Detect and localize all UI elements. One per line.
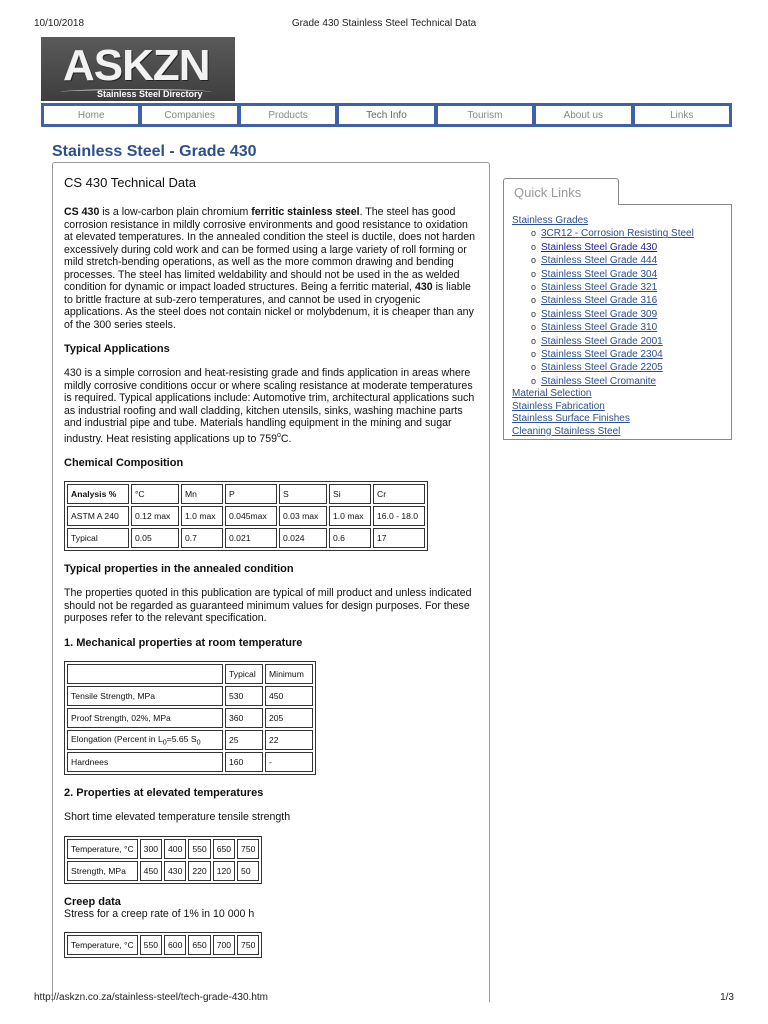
intro-text-3: is liable to brittle fracture at sub-zero temperatures, and cannot be used in cryogenic applications. As the steel does not contain nickel or molybdenum, it is cheaper than any of the 300 series steels. (64, 281, 474, 331)
table-cell: 22 (265, 730, 313, 751)
quick-links-box (503, 204, 732, 440)
nav-companies[interactable]: Companies (141, 105, 237, 125)
link-grade-309[interactable]: Stainless Steel Grade 309 (541, 308, 658, 320)
table-cell: 0.7 (181, 528, 223, 548)
table-cell: Proof Strength, 02%, MPa (67, 708, 223, 728)
table-cell: Si (329, 484, 371, 504)
link-grade-444[interactable]: Stainless Steel Grade 444 (541, 255, 658, 267)
table-cell: 50 (237, 861, 259, 881)
intro-paragraph (64, 206, 478, 331)
table-cell: 650 (188, 935, 210, 955)
table-row (67, 528, 425, 548)
list-item (531, 281, 725, 294)
table-cell: 600 (164, 935, 186, 955)
logo-text: ASKZN (63, 41, 210, 90)
list-item (531, 227, 725, 240)
table-cell: 700 (213, 935, 235, 955)
table-cell-elongation (67, 730, 223, 751)
table-cell: °C (131, 484, 179, 504)
creep-heading: Creep data (64, 895, 121, 908)
link-grade-321[interactable]: Stainless Steel Grade 321 (541, 282, 658, 294)
link-cromanite[interactable]: Stainless Steel Cromanite (541, 375, 657, 387)
table-cell: 550 (140, 935, 162, 955)
table-cell: 0.05 (131, 528, 179, 548)
table-cell: Typical (225, 664, 263, 684)
elevated-heading: 2. Properties at elevated temperatures (64, 787, 264, 800)
table-cell: Cr (373, 484, 425, 504)
table-cell: 1.0 max (329, 506, 371, 526)
table-cell: Analysis % (67, 484, 129, 504)
table-cell: 16.0 - 18.0 (373, 506, 425, 526)
table-cell: Tensile Strength, MPa (67, 686, 223, 706)
list-item (531, 294, 725, 307)
table-cell: Temperature, °C (67, 935, 138, 955)
link-stainless-grades[interactable]: Stainless Grades (512, 215, 589, 226)
table-row (67, 752, 313, 772)
table-row (67, 839, 259, 859)
table-cell: 17 (373, 528, 425, 548)
link-grade-2001[interactable]: Stainless Steel Grade 2001 (541, 335, 663, 347)
annealed-heading: Typical properties in the annealed condition (64, 563, 294, 575)
nav-about-us[interactable]: About us (535, 105, 631, 125)
applications-heading: Typical Applications (64, 343, 170, 355)
elevated-text: Short time elevated temperature tensile strength (64, 811, 291, 824)
degree-sup: o (276, 431, 281, 439)
table-row (67, 935, 259, 955)
chem-heading: Chemical Composition (64, 457, 184, 469)
table-cell: 120 (213, 861, 235, 881)
intro-bold-ferritic: ferritic stainless steel (251, 206, 360, 218)
list-item (531, 375, 725, 388)
table-cell: Minimum (265, 664, 313, 684)
table-cell: 0.024 (279, 528, 327, 548)
print-header (34, 18, 734, 32)
intro-text-1: is a low-carbon plain chromium (99, 206, 252, 218)
table-row (67, 708, 313, 728)
table-cell: 450 (140, 861, 162, 881)
link-grade-316[interactable]: Stainless Steel Grade 316 (541, 295, 658, 307)
table-cell: 0.6 (329, 528, 371, 548)
table-cell: S (279, 484, 327, 504)
intro-bold-grade: CS 430 (64, 206, 100, 218)
table-cell: 360 (225, 708, 263, 728)
applications-text: 430 is a simple corrosion and heat-resisting grade and finds application in areas where mildly corrosive conditions occur or where scaling resistance at moderate temperatures is required. Typical applications include: Automotive trim, architectural applications such as industrial roofing and wall cladding, kitchen utensils, sinks, washing machine parts and industrial pipe and tube. Materials handling equipment in the mining and sugar industry. Heat resisting applications up to 759 (64, 367, 475, 445)
list-item (531, 308, 725, 321)
link-grade-430[interactable]: Stainless Steel Grade 430 (541, 241, 658, 253)
mechanical-properties-table (64, 661, 316, 776)
mech-heading: 1. Mechanical properties at room temperature (64, 636, 303, 649)
link-stainless-fabrication[interactable]: Stainless Fabrication (512, 400, 605, 412)
table-cell: Strength, MPa (67, 861, 138, 881)
page-heading: Stainless Steel - Grade 430 (52, 143, 257, 160)
print-date: 10/10/2018 (34, 18, 85, 29)
table-cell: 0.045max (225, 506, 277, 526)
table-row (67, 506, 425, 526)
print-url: http://askzn.co.za/stainless-steel/tech-grade-430.htm (34, 992, 269, 1003)
table-row (67, 484, 425, 504)
nav-tech-info[interactable]: Tech Info (338, 105, 434, 125)
table-cell: 0.03 max (279, 506, 327, 526)
table-cell: P (225, 484, 277, 504)
table-cell: 550 (188, 839, 210, 859)
elevated-temperature-table (64, 836, 262, 884)
table-cell: 160 (225, 752, 263, 772)
link-material-selection[interactable]: Material Selection (512, 388, 592, 400)
table-cell: Mn (181, 484, 223, 504)
table-cell: 1.0 max (181, 506, 223, 526)
table-cell: 25 (225, 730, 263, 751)
table-cell: 530 (225, 686, 263, 706)
nav-tourism[interactable]: Tourism (437, 105, 533, 125)
table-cell: 750 (237, 935, 259, 955)
annealed-paragraph: The properties quoted in this publication are typical of mill product and unless indicated should not be regarded as guaranteed minimum values for design purposes. For these purposes refer to the relevant specification. (64, 587, 472, 624)
print-footer (34, 992, 734, 1004)
link-3cr12[interactable]: 3CR12 - Corrosion Resisting Steel (541, 228, 694, 240)
intro-bold-430: 430 (414, 281, 433, 293)
list-item (531, 321, 725, 334)
main-nav (41, 103, 732, 127)
table-cell: Typical (67, 528, 129, 548)
link-surface-finishes[interactable]: Stainless Surface Finishes (512, 413, 630, 425)
list-item (531, 241, 725, 254)
table-row (67, 730, 313, 751)
table-cell: - (265, 752, 313, 772)
print-page-number: 1/3 (720, 992, 734, 1003)
link-grade-304[interactable]: Stainless Steel Grade 304 (541, 268, 658, 280)
table-cell: 220 (188, 861, 210, 881)
table-cell (67, 664, 223, 684)
intro-text-2: . The steel has good corrosion resistance in mildly corrosive environments and good resistance to oxidation at elevated temperatures. In the annealed condition the steel is ductile, does not harden excessively during cold work and can be formed using a large variety of roll forming or mild stretch-bending operations, as well as the more common drawing and bending processes. The steel has limited weldability and should not be used in the as welded condition for dynamic or impact loaded structures. Being a ferritic material, (64, 206, 476, 293)
link-grade-2304[interactable]: Stainless Steel Grade 2304 (541, 349, 663, 361)
table-row (67, 664, 313, 684)
link-grade-2205[interactable]: Stainless Steel Grade 2205 (541, 362, 663, 374)
table-row (67, 861, 259, 881)
list-item (531, 254, 725, 267)
table-cell: 400 (164, 839, 186, 859)
nav-products[interactable]: Products (240, 105, 336, 125)
elongation-label: Elongation (Percent in L (71, 733, 163, 744)
table-cell: Hardnees (67, 752, 223, 772)
creep-data-table (64, 932, 262, 958)
applications-unit: C. (280, 432, 292, 445)
main-content-panel (52, 162, 490, 1002)
table-row (67, 686, 313, 706)
list-item (531, 268, 725, 281)
nav-home[interactable]: Home (43, 105, 139, 125)
link-cleaning-stainless[interactable]: Cleaning Stainless Steel (512, 425, 621, 437)
content-title: CS 430 Technical Data (64, 175, 197, 190)
elongation-sub-2: 0 (196, 738, 201, 747)
quick-links-panel (503, 178, 732, 440)
table-cell: 0.021 (225, 528, 277, 548)
elongation-sub-1: 0 (162, 738, 167, 747)
table-cell: 750 (237, 839, 259, 859)
table-cell: 0.12 max (131, 506, 179, 526)
chemical-composition-table (64, 481, 428, 551)
table-cell: Temperature, °C (67, 839, 138, 859)
site-logo[interactable] (41, 37, 235, 101)
applications-paragraph (64, 367, 478, 445)
quick-links-tab: Quick Links (503, 178, 619, 205)
logo-subtitle: Stainless Steel Directory (97, 89, 203, 99)
table-cell: 205 (265, 708, 313, 728)
list-item (531, 335, 725, 348)
list-item (531, 348, 725, 361)
print-doc-title: Grade 430 Stainless Steel Technical Data (291, 18, 477, 29)
table-cell: 650 (213, 839, 235, 859)
creep-text: Stress for a creep rate of 1% in 10 000 h (64, 907, 255, 920)
nav-links[interactable]: Links (634, 105, 730, 125)
list-item (531, 361, 725, 374)
grade-links-list (531, 227, 725, 388)
table-cell: 430 (164, 861, 186, 881)
table-cell: 300 (140, 839, 162, 859)
table-cell: ASTM A 240 (67, 506, 129, 526)
elongation-mid: =5.65 S (166, 733, 197, 744)
table-cell: 450 (265, 686, 313, 706)
link-grade-310[interactable]: Stainless Steel Grade 310 (541, 322, 658, 334)
